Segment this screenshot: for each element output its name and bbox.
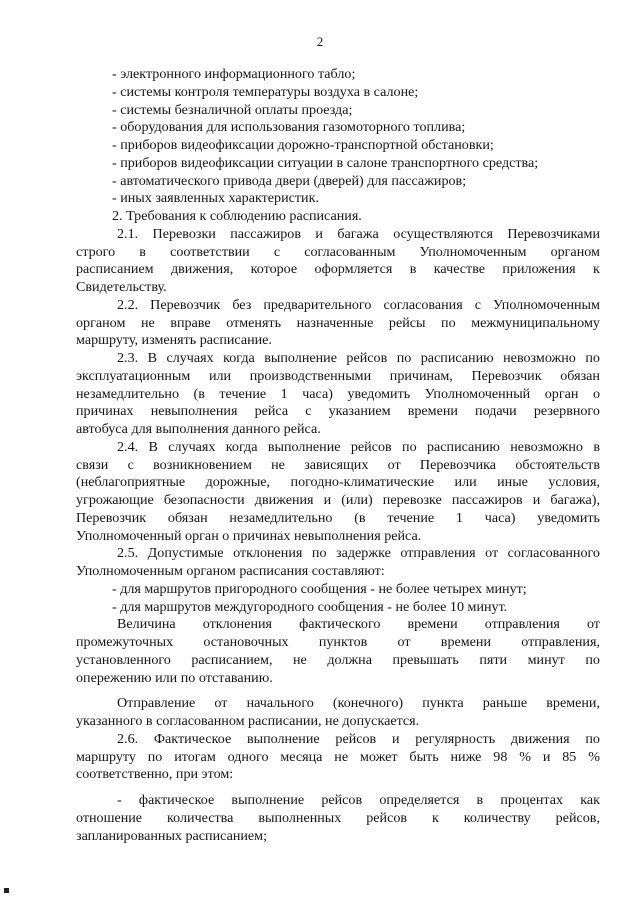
word: указанием [328, 403, 391, 420]
word: Фактическое [153, 730, 232, 747]
text-line: - приборов видеофиксации дорожно-транспортной обстановки; [112, 137, 494, 153]
word: не [140, 314, 155, 331]
text-line: - иных заявленных характеристик. [112, 190, 319, 207]
word: невозможно [510, 438, 583, 455]
word: быть [409, 748, 439, 765]
paragraph-gap [76, 784, 600, 792]
text-line [76, 731, 600, 749]
word: пассажиров [230, 225, 301, 242]
word: отклонения [202, 616, 273, 633]
word: Перевозчика [419, 456, 497, 473]
word: и [542, 748, 551, 765]
word: подачи [475, 403, 517, 420]
word: и [323, 492, 332, 508]
word: может [359, 748, 398, 765]
word: рейса [254, 403, 289, 420]
word: раньше [482, 695, 528, 712]
text-line: Уполномоченным органом расписания составляют: [76, 563, 385, 579]
word: вправе [170, 314, 211, 331]
word: количеству [463, 809, 531, 826]
word: регулярность [415, 730, 496, 747]
word: с [273, 243, 281, 260]
word: 85 [562, 748, 577, 765]
text-line [76, 457, 600, 475]
word: от [387, 456, 401, 473]
word: к [593, 261, 600, 278]
word: начального [246, 695, 314, 712]
word: возникновением [153, 456, 252, 473]
text-line [76, 695, 600, 713]
word: Перевозчик [150, 296, 221, 313]
word: 2.5. [117, 545, 139, 562]
word: уведомить [347, 385, 411, 402]
word: выполнение [246, 730, 320, 747]
text-line [76, 749, 600, 767]
word: В [147, 350, 157, 366]
word: невозможно [503, 350, 576, 366]
word: в [409, 261, 417, 278]
word: времени, [546, 695, 600, 712]
text-line [76, 315, 600, 333]
word: (или) [341, 492, 373, 508]
word: Уполномоченный [424, 385, 531, 402]
word: 2.6. [117, 730, 139, 747]
word: производственными [249, 367, 372, 384]
word: органом [76, 314, 126, 331]
text-line [76, 634, 600, 652]
word: (в [193, 385, 205, 402]
text-line: - для маршрутов пригородного сообщения - не более четырех минут; [112, 580, 527, 597]
word: от [214, 695, 228, 712]
word: орган [544, 385, 579, 402]
text-line: автобуса для выполнения данного рейса. [76, 421, 321, 437]
word: которое [250, 261, 298, 278]
word: ниже [450, 748, 482, 765]
word: к [432, 809, 439, 826]
word: и [315, 225, 323, 242]
word: Перевозчик [76, 509, 147, 526]
word: движения [510, 730, 570, 747]
word: в [476, 792, 484, 808]
word: часа) [484, 509, 516, 526]
word: рейсы [388, 314, 426, 331]
text-line: запланированных расписанием; [76, 827, 267, 844]
word: согласованного [507, 545, 600, 562]
word: осуществляются [393, 225, 493, 242]
word: задержке [336, 545, 391, 562]
word: отменять [226, 314, 282, 331]
word: не [293, 651, 307, 668]
word: пяти [479, 651, 508, 668]
word: органом [550, 243, 600, 260]
word: по [147, 748, 163, 765]
word: рейсов [335, 730, 377, 747]
word: одного [227, 748, 269, 765]
word: пункта [422, 695, 464, 712]
text-line: опережению или по отставанию. [76, 669, 273, 686]
word: месяца [280, 748, 323, 765]
word: качестве [433, 261, 486, 278]
word: причинам, [389, 367, 453, 384]
word: установленного [76, 651, 171, 668]
word: багажа), [550, 492, 600, 508]
word: В [148, 438, 158, 455]
word: эксплуатационным [76, 367, 191, 384]
text-line [76, 226, 600, 244]
word: по [311, 545, 327, 562]
word: Допустимые [147, 545, 224, 562]
text-line: - системы контроля температуры воздуха в салоне; [112, 83, 419, 100]
word: отклонения [233, 545, 303, 562]
word: отправления [400, 545, 476, 562]
word: и [391, 730, 400, 747]
word: отправления [484, 616, 560, 633]
word: 98 [493, 748, 508, 765]
word: о [592, 385, 600, 402]
word: иные [497, 474, 528, 491]
word: случаях [166, 350, 214, 366]
word: выполнение [264, 350, 337, 366]
margin-mark [4, 888, 9, 893]
text-line [76, 652, 600, 670]
word: отправления, [521, 634, 600, 650]
word: времени [440, 634, 492, 650]
word: процентах [500, 792, 564, 808]
word: выполнение [231, 792, 305, 808]
word: когда [223, 350, 255, 366]
text-line: маршруту, изменять расписание. [76, 332, 272, 349]
word: фактического [299, 616, 381, 633]
word: рейсов [321, 792, 363, 808]
word: по [441, 314, 456, 331]
word: согласования [383, 296, 463, 313]
word: рейсов [366, 809, 408, 826]
word: течение [387, 509, 435, 526]
word: с [127, 456, 134, 473]
word: в [139, 243, 146, 260]
word: маршруту [76, 748, 136, 765]
word: согласованным [304, 243, 396, 260]
word: багажа [337, 225, 379, 242]
word: по [585, 350, 600, 366]
word: 1 [280, 385, 288, 402]
word: выполнение [267, 438, 341, 455]
text-line [76, 350, 600, 368]
word: от [586, 616, 600, 633]
word: оформляется [314, 261, 393, 278]
paragraph-gap [76, 687, 600, 695]
text-line [76, 545, 600, 563]
word: фактическое [138, 792, 215, 808]
word: от [397, 634, 411, 650]
word: 2.3. [117, 350, 139, 366]
word: назначенные [296, 314, 374, 331]
word: перевозке [382, 492, 442, 508]
word: движения, [170, 261, 234, 278]
word: зависящих [304, 456, 369, 473]
word: по [585, 730, 600, 747]
text-line [76, 492, 600, 510]
word: Перевозчик [471, 367, 542, 384]
text-line: Уполномоченный орган о причинах невыполнения рейса. [76, 527, 422, 544]
word: дорожные, [205, 474, 271, 491]
word: приложения [502, 261, 576, 278]
word: превышать [392, 651, 459, 668]
word: расписанием, [191, 651, 273, 668]
word: как [580, 792, 600, 808]
word: определяется [379, 792, 460, 808]
text-line [76, 474, 600, 492]
word: 2.1. [117, 225, 139, 242]
word: обстоятельств [515, 456, 600, 473]
word: часа) [302, 385, 333, 402]
word: итогам [174, 748, 216, 765]
word: или [454, 474, 477, 491]
word: рейсов [350, 438, 392, 455]
word: Перевозки [152, 225, 216, 242]
word: связи [76, 456, 109, 473]
text-line: - автоматического привода двери (дверей) для пассажиров; [112, 172, 467, 189]
word: соответствии [170, 243, 250, 260]
word: 2.4. [117, 438, 139, 455]
word: не [334, 748, 349, 765]
word: предварительного [263, 296, 372, 313]
word: % [588, 748, 600, 765]
word: пассажиров [451, 492, 523, 508]
text-line [76, 439, 600, 457]
word: условия, [548, 474, 600, 491]
word: с [474, 296, 481, 313]
word: когда [225, 438, 258, 455]
text-line: Свидетельству. [76, 279, 167, 295]
word: 2.2. [117, 296, 139, 313]
word: движения [254, 492, 314, 508]
word: Отправление [117, 695, 196, 712]
word: невыполнения [150, 403, 238, 420]
page-number: 2 [316, 34, 324, 49]
word: расписанию [426, 438, 500, 455]
word: (неблагоприятные [76, 474, 186, 491]
word: причинах [76, 403, 134, 420]
word: обязан [560, 367, 600, 384]
word: времени [407, 616, 458, 633]
word: рейсов, [555, 809, 600, 826]
text-line: соответственно, при этом: [76, 766, 234, 783]
word: 1 [455, 509, 463, 526]
word: безопасности [163, 492, 245, 508]
word: по [585, 651, 600, 668]
text-line [76, 616, 600, 634]
word: пунктов [318, 634, 368, 650]
text-line [76, 792, 600, 810]
word: без [232, 296, 252, 313]
text-line [76, 297, 600, 315]
text-line: - системы безналичной оплаты проезда; [112, 101, 353, 118]
word: по [402, 438, 417, 455]
word: или [208, 367, 232, 384]
text-line [76, 386, 600, 404]
word: Уполномоченным [493, 296, 600, 313]
word: межмуниципальному [471, 314, 600, 331]
word: рейсов [346, 350, 388, 366]
text-line [76, 403, 600, 421]
word: случаях [168, 438, 216, 455]
text-line [76, 810, 600, 828]
text-line [76, 244, 600, 262]
word: с [305, 403, 312, 420]
word: Уполномоченным [419, 243, 527, 260]
word: строго [76, 243, 116, 260]
word: времени [407, 403, 458, 420]
text-line [76, 510, 600, 528]
text-line: - электронного информационного табло; [112, 66, 356, 82]
word: (конечного) [332, 695, 404, 712]
word: течение [219, 385, 267, 402]
document-body [76, 66, 600, 845]
word: промежуточных [76, 634, 174, 650]
word: отношение [76, 809, 143, 826]
word: в [593, 438, 600, 455]
word: Величина [117, 616, 176, 633]
word: по [396, 350, 412, 366]
word: - [117, 792, 122, 808]
word: количества [167, 809, 234, 826]
text-line: - приборов видеофиксации ситуации в салоне транспортного средства; [112, 154, 539, 171]
word: от [485, 545, 499, 562]
word: обязан [167, 509, 208, 526]
word: расписанию [420, 350, 494, 366]
word: выполненных [258, 809, 342, 826]
word: должна [327, 651, 372, 668]
word: резервного [533, 403, 600, 420]
word: % [519, 748, 531, 765]
text-line [76, 368, 600, 386]
text-line: указанного в согласованном расписании, не допускается. [76, 713, 420, 729]
word: и [532, 492, 541, 508]
word: уведомить [537, 509, 600, 526]
word: незамедлительно [76, 385, 179, 402]
word: Перевозчиками [507, 225, 600, 242]
word: остановочных [203, 634, 289, 650]
word: погодно-климатические [290, 474, 435, 491]
text-line: 2. Требования к соблюдению расписания. [112, 208, 362, 224]
word: минут [527, 651, 565, 668]
text-line [76, 261, 600, 279]
word: не [271, 456, 285, 473]
word: (в [354, 509, 366, 526]
word: незамедлительно [229, 509, 333, 526]
text-line: - для маршрутов междугородного сообщения - не более 10 минут. [112, 598, 508, 615]
word: угрожающие [76, 492, 154, 508]
word: расписанием [76, 261, 154, 278]
text-line: - оборудования для использования газомоторного топлива; [112, 119, 466, 136]
